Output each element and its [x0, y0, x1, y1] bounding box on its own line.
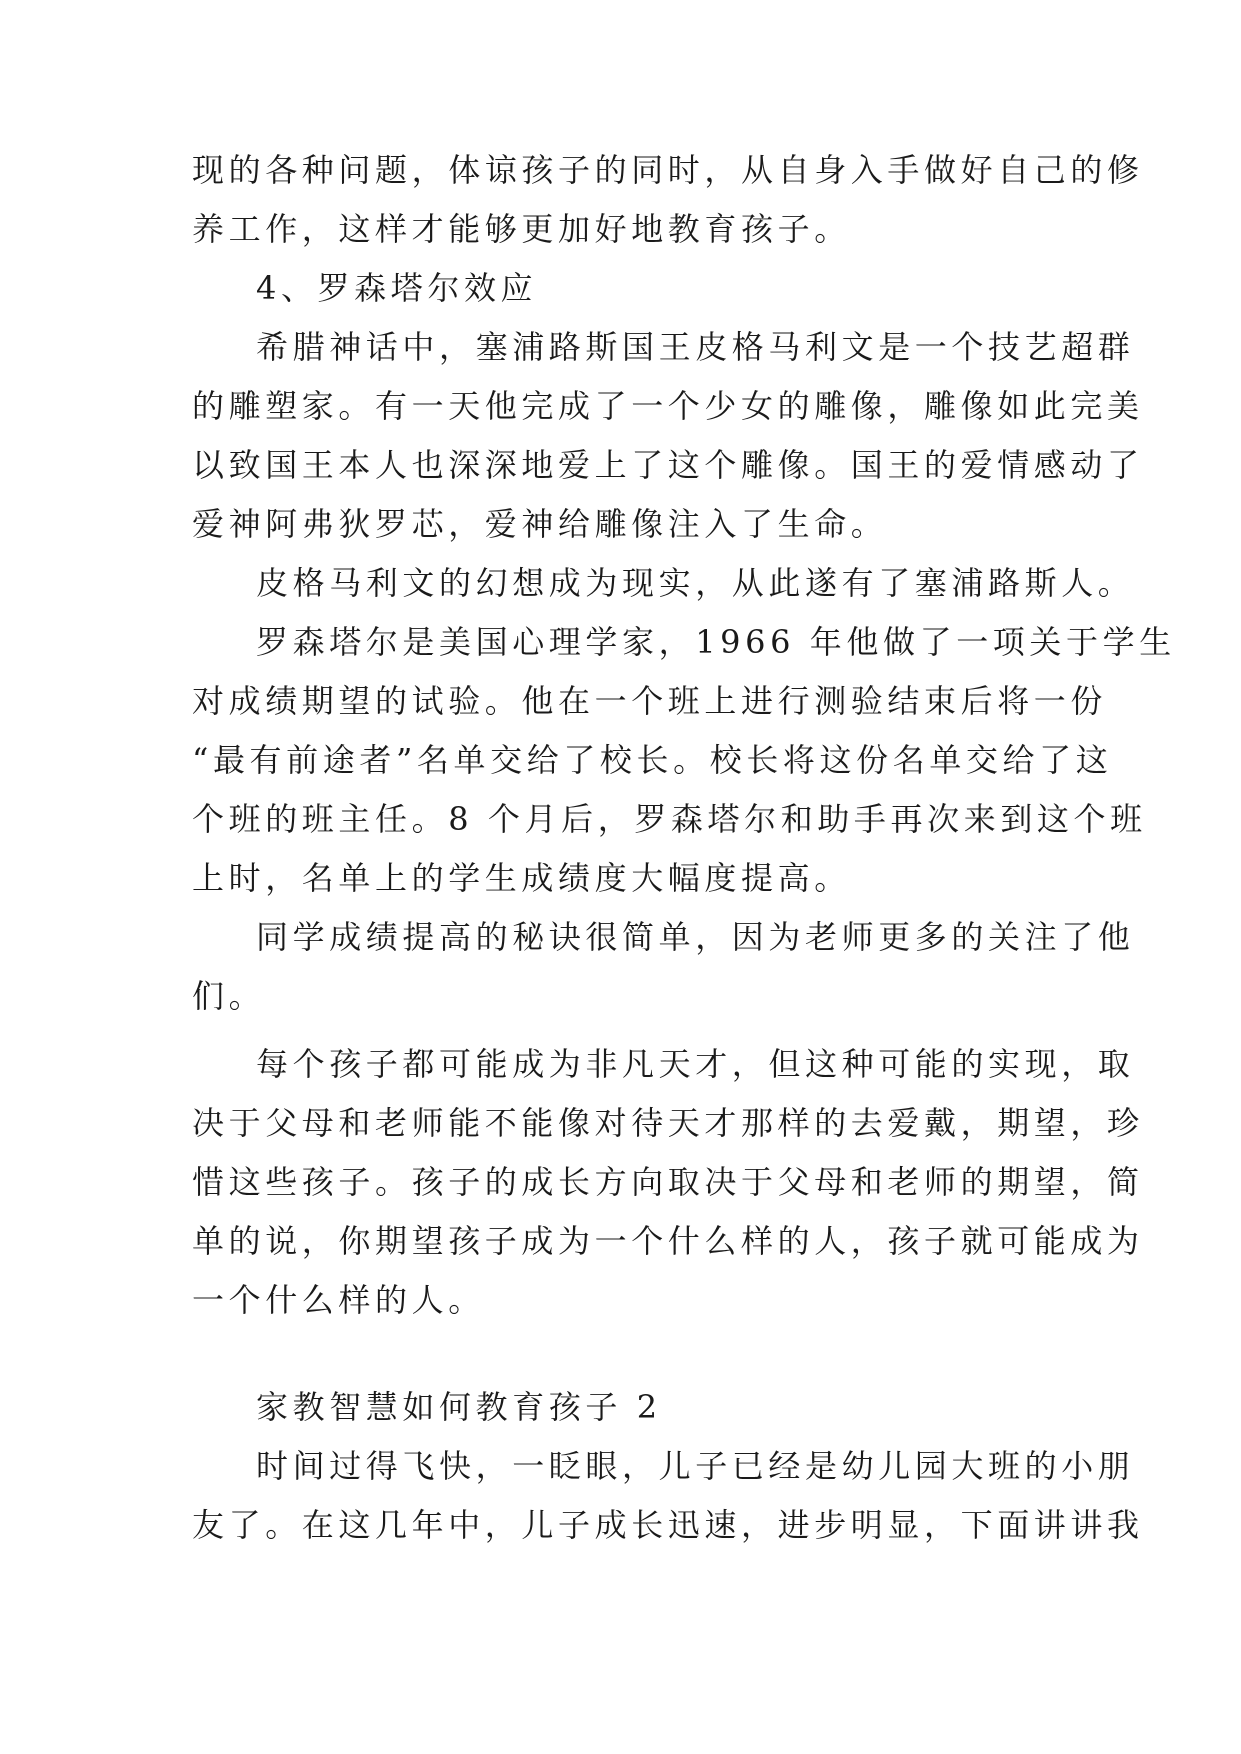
section-heading: 4、罗森塔尔效应 [256, 269, 538, 307]
text-line: 决于父母和老师能不能像对待天才那样的去爱戴，期望，珍 [192, 1104, 1144, 1142]
paragraph-first-line: 希腊神话中，塞浦路斯国王皮格马利文是一个技艺超群 [256, 328, 1135, 366]
paragraph-first-line: 皮格马利文的幻想成为现实，从此遂有了塞浦路斯人。 [256, 564, 1135, 602]
text-line: 对成绩期望的试验。他在一个班上进行测验结束后将一份 [192, 682, 1108, 720]
text-line: 爱神阿弗狄罗芯，爱神给雕像注入了生命。 [192, 505, 888, 543]
text-line: 友了。在这几年中，儿子成长迅速，进步明显，下面讲讲我 [192, 1506, 1144, 1544]
text-line: 养工作，这样才能够更加好地教育孩子。 [192, 210, 851, 248]
text-line: 个班的班主任。8 个月后，罗森塔尔和助手再次来到这个班 [192, 800, 1147, 838]
text-line: 惜这些孩子。孩子的成长方向取决于父母和老师的期望，简 [192, 1163, 1144, 1201]
text-line: 单的说，你期望孩子成为一个什么样的人，孩子就可能成为 [192, 1222, 1144, 1260]
paragraph-first-line: 时间过得飞快，一眨眼，儿子已经是幼儿园大班的小朋 [256, 1447, 1135, 1485]
paragraph-first-line: 每个孩子都可能成为非凡天才，但这种可能的实现，取 [256, 1045, 1135, 1083]
text-line: 现的各种问题，体谅孩子的同时，从自身入手做好自己的修 [192, 151, 1144, 189]
text-line: 以致国王本人也深深地爱上了这个雕像。国王的爱情感动了 [192, 446, 1144, 484]
text-line: 一个什么样的人。 [192, 1281, 485, 1319]
text-line: 们。 [192, 977, 266, 1015]
text-line: 上时，名单上的学生成绩度大幅度提高。 [192, 859, 851, 897]
text-line: “最有前途者”名单交给了校长。校长将这份名单交给了这 [192, 741, 1113, 779]
paragraph-first-line: 同学成绩提高的秘诀很简单，因为老师更多的关注了他 [256, 918, 1135, 956]
text-line: 的雕塑家。有一天他完成了一个少女的雕像，雕像如此完美 [192, 387, 1144, 425]
article-title: 家教智慧如何教育孩子 2 [256, 1388, 662, 1426]
paragraph-first-line: 罗森塔尔是美国心理学家，1966 年他做了一项关于学生 [256, 623, 1176, 661]
